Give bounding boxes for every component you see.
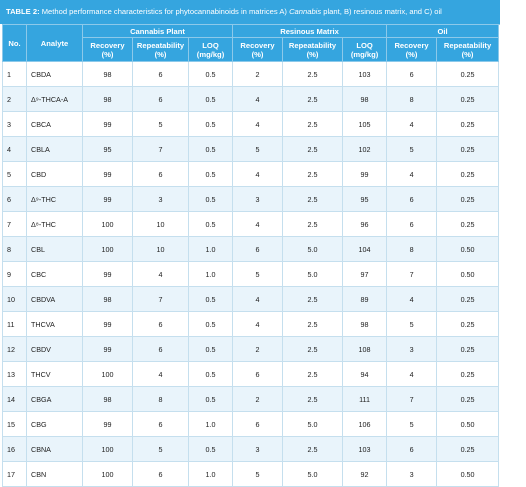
subheader-row: Recovery (%) Repeatability (%) LOQ (mg/kg) Recovery (%) Repeatability (%) LOQ (mg/kg) Recovery (%) Repeatability (%) LOQ (mg/kg) xyxy=(3,38,499,62)
cell-oil-loq: 0.25 xyxy=(437,312,499,337)
cell-plant-loq: 0.5 xyxy=(189,212,233,237)
cell-oil-repeatability: 4 xyxy=(387,162,437,187)
cell-oil-repeatability: 8 xyxy=(387,237,437,262)
cell-plant-loq: 0.5 xyxy=(189,337,233,362)
cell-plant-repeatability: 10 xyxy=(133,212,189,237)
cell-analyte: CBCA xyxy=(27,112,83,137)
cell-analyte: THCVA xyxy=(27,312,83,337)
cell-resin-repeatability: 4 xyxy=(233,162,283,187)
cell-plant-recovery: 100 xyxy=(83,462,133,487)
cell-plant-recovery: 99 xyxy=(83,412,133,437)
cell-oil-recovery: 89 xyxy=(343,287,387,312)
cell-resin-loq: 2.5 xyxy=(283,137,343,162)
cell-plant-loq: 1.0 xyxy=(189,462,233,487)
table-caption xyxy=(0,0,500,24)
cell-resin-loq: 2.5 xyxy=(283,387,343,412)
table-header xyxy=(3,25,526,62)
cell-plant-repeatability: 3 xyxy=(133,187,189,212)
subheader-recovery-unit: (%) xyxy=(405,49,418,59)
table-row xyxy=(3,137,499,162)
cell-plant-recovery: 98 xyxy=(83,387,133,412)
cell-oil-recovery: 102 xyxy=(343,137,387,162)
subheader-repeatability-unit: (%) xyxy=(306,49,319,59)
cell-no: 1 xyxy=(3,62,27,87)
cell-analyte: Δ⁹-THC xyxy=(27,187,83,212)
cell-resin-repeatability: 6 xyxy=(233,362,283,387)
subheader-repeatability-label: Repeatability xyxy=(136,40,185,50)
cell-plant-recovery: 99 xyxy=(83,262,133,287)
cell-resin-repeatability: 5 xyxy=(233,462,283,487)
caption-italic: Cannabis xyxy=(289,7,322,16)
cell-plant-repeatability: 4 xyxy=(133,362,189,387)
table-row xyxy=(3,337,499,362)
cell-resin-repeatability: 4 xyxy=(233,287,283,312)
cell-oil-recovery: 99 xyxy=(343,162,387,187)
cell-plant-repeatability: 8 xyxy=(133,387,189,412)
cell-resin-loq: 2.5 xyxy=(283,62,343,87)
subheader-repeatability-unit: (%) xyxy=(154,49,167,59)
cell-analyte: CBN xyxy=(27,462,83,487)
cell-plant-loq: 0.5 xyxy=(189,62,233,87)
cell-oil-loq: 0.25 xyxy=(437,212,499,237)
cell-oil-repeatability: 4 xyxy=(387,362,437,387)
cell-no: 10 xyxy=(3,287,27,312)
cell-oil-loq: 0.25 xyxy=(437,362,499,387)
subheader-repeatability xyxy=(283,38,343,62)
table-row xyxy=(3,437,499,462)
cell-oil-loq: 0.25 xyxy=(437,112,499,137)
cell-plant-repeatability: 6 xyxy=(133,462,189,487)
subheader-recovery xyxy=(233,38,283,62)
cell-plant-recovery: 99 xyxy=(83,337,133,362)
cell-plant-loq: 0.5 xyxy=(189,362,233,387)
cell-analyte: CBG xyxy=(27,412,83,437)
cell-plant-repeatability: 5 xyxy=(133,112,189,137)
cell-analyte: CBC xyxy=(27,262,83,287)
cell-plant-repeatability: 6 xyxy=(133,162,189,187)
cell-plant-recovery: 95 xyxy=(83,137,133,162)
cell-oil-recovery: 96 xyxy=(343,212,387,237)
cell-plant-repeatability: 6 xyxy=(133,412,189,437)
cell-plant-repeatability: 6 xyxy=(133,312,189,337)
cell-no: 15 xyxy=(3,412,27,437)
header-group-resinous-matrix: Resinous Matrix xyxy=(233,25,387,38)
cell-resin-repeatability: 2 xyxy=(233,337,283,362)
cell-oil-recovery: 94 xyxy=(343,362,387,387)
cell-plant-repeatability: 7 xyxy=(133,137,189,162)
cell-plant-recovery: 98 xyxy=(83,87,133,112)
caption-prefix: TABLE 2: xyxy=(6,7,40,16)
cell-resin-loq: 2.5 xyxy=(283,337,343,362)
header-group-oil: Oil xyxy=(387,25,499,38)
header-analyte: Analyte xyxy=(27,25,83,62)
cell-plant-repeatability: 4 xyxy=(133,262,189,287)
cell-resin-loq: 2.5 xyxy=(283,87,343,112)
cell-plant-loq: 0.5 xyxy=(189,287,233,312)
cell-analyte: CBLA xyxy=(27,137,83,162)
cell-resin-loq: 5.0 xyxy=(283,262,343,287)
cell-resin-repeatability: 2 xyxy=(233,387,283,412)
subheader-repeatability xyxy=(133,38,189,62)
cell-plant-recovery: 100 xyxy=(83,362,133,387)
subheader-loq xyxy=(189,38,233,62)
cell-oil-recovery: 108 xyxy=(343,337,387,362)
cell-oil-loq: 0.50 xyxy=(437,462,499,487)
cell-oil-loq: 0.25 xyxy=(437,162,499,187)
cell-no: 2 xyxy=(3,87,27,112)
cell-no: 9 xyxy=(3,262,27,287)
subheader-repeatability xyxy=(437,38,499,62)
cell-resin-loq: 2.5 xyxy=(283,287,343,312)
subheader-repeatability-label: Repeatability xyxy=(288,40,337,50)
cell-resin-loq: 2.5 xyxy=(283,112,343,137)
cell-oil-loq: 0.25 xyxy=(437,337,499,362)
cell-oil-recovery: 103 xyxy=(343,62,387,87)
cell-plant-loq: 0.5 xyxy=(189,137,233,162)
cell-no: 11 xyxy=(3,312,27,337)
cell-analyte: CBD xyxy=(27,162,83,187)
table-row xyxy=(3,262,499,287)
cell-no: 12 xyxy=(3,337,27,362)
cell-resin-repeatability: 4 xyxy=(233,112,283,137)
cell-plant-loq: 1.0 xyxy=(189,262,233,287)
cell-plant-recovery: 99 xyxy=(83,312,133,337)
header-no: No. xyxy=(3,25,27,62)
cell-no: 3 xyxy=(3,112,27,137)
cell-oil-loq: 0.25 xyxy=(437,62,499,87)
table-row xyxy=(3,462,499,487)
cell-plant-loq: 0.5 xyxy=(189,112,233,137)
cell-no: 8 xyxy=(3,237,27,262)
cell-plant-loq: 0.5 xyxy=(189,437,233,462)
cell-resin-loq: 2.5 xyxy=(283,212,343,237)
cell-resin-loq: 2.5 xyxy=(283,162,343,187)
cell-oil-repeatability: 4 xyxy=(387,287,437,312)
cell-no: 16 xyxy=(3,437,27,462)
cell-oil-repeatability: 7 xyxy=(387,387,437,412)
table-body xyxy=(3,62,499,487)
subheader-recovery-label: Recovery xyxy=(394,40,429,50)
cell-oil-repeatability: 3 xyxy=(387,462,437,487)
cell-oil-repeatability: 3 xyxy=(387,337,437,362)
header-group-cannabis-plant: Cannabis Plant xyxy=(83,25,233,38)
cell-resin-repeatability: 4 xyxy=(233,212,283,237)
table-row xyxy=(3,312,499,337)
cell-analyte: CBDV xyxy=(27,337,83,362)
cell-oil-recovery: 98 xyxy=(343,87,387,112)
cell-oil-loq: 0.50 xyxy=(437,412,499,437)
caption-text-a: Method performance characteristics for phytocannabinoids in matrices A) xyxy=(39,7,290,16)
cell-resin-repeatability: 6 xyxy=(233,412,283,437)
table-row xyxy=(3,62,499,87)
cell-oil-loq: 0.25 xyxy=(437,387,499,412)
cell-oil-recovery: 104 xyxy=(343,237,387,262)
performance-table xyxy=(2,24,526,487)
cell-oil-loq: 0.25 xyxy=(437,87,499,112)
subheader-recovery-label: Recovery xyxy=(90,40,125,50)
cell-resin-repeatability: 4 xyxy=(233,312,283,337)
cell-oil-recovery: 103 xyxy=(343,437,387,462)
cell-oil-repeatability: 5 xyxy=(387,137,437,162)
subheader-repeatability-unit: (%) xyxy=(461,49,474,59)
subheader-recovery-unit: (%) xyxy=(251,49,264,59)
table-row xyxy=(3,237,499,262)
cell-resin-repeatability: 3 xyxy=(233,437,283,462)
cell-analyte: THCV xyxy=(27,362,83,387)
cell-plant-recovery: 98 xyxy=(83,62,133,87)
cell-resin-loq: 5.0 xyxy=(283,462,343,487)
cell-plant-loq: 1.0 xyxy=(189,237,233,262)
cell-oil-loq: 0.25 xyxy=(437,287,499,312)
cell-no: 6 xyxy=(3,187,27,212)
cell-analyte: Δ⁹-THCA-A xyxy=(27,87,83,112)
subheader-loq-label: LOQ xyxy=(356,40,373,50)
cell-oil-repeatability: 5 xyxy=(387,412,437,437)
cell-resin-loq: 5.0 xyxy=(283,412,343,437)
cell-no: 14 xyxy=(3,387,27,412)
cell-resin-loq: 2.5 xyxy=(283,437,343,462)
cell-plant-loq: 0.5 xyxy=(189,312,233,337)
cell-oil-recovery: 98 xyxy=(343,312,387,337)
table-row xyxy=(3,287,499,312)
cell-oil-repeatability: 6 xyxy=(387,187,437,212)
cell-resin-loq: 5.0 xyxy=(283,237,343,262)
cell-plant-recovery: 100 xyxy=(83,437,133,462)
subheader-recovery xyxy=(387,38,437,62)
cell-oil-repeatability: 4 xyxy=(387,112,437,137)
cell-no: 7 xyxy=(3,212,27,237)
cell-oil-repeatability: 6 xyxy=(387,437,437,462)
cell-plant-loq: 0.5 xyxy=(189,87,233,112)
cell-plant-recovery: 99 xyxy=(83,112,133,137)
cell-analyte: CBNA xyxy=(27,437,83,462)
subheader-loq xyxy=(343,38,387,62)
cell-oil-recovery: 111 xyxy=(343,387,387,412)
table-row xyxy=(3,162,499,187)
cell-oil-repeatability: 6 xyxy=(387,212,437,237)
cell-oil-repeatability: 5 xyxy=(387,312,437,337)
cell-no: 13 xyxy=(3,362,27,387)
cell-plant-loq: 0.5 xyxy=(189,187,233,212)
caption-text-b: plant, B) resinous matrix, and C) oil xyxy=(321,7,442,16)
table-row xyxy=(3,212,499,237)
table-row xyxy=(3,362,499,387)
cell-plant-repeatability: 5 xyxy=(133,437,189,462)
cell-analyte: CBDVA xyxy=(27,287,83,312)
cell-oil-recovery: 106 xyxy=(343,412,387,437)
table-row xyxy=(3,187,499,212)
cell-plant-recovery: 100 xyxy=(83,212,133,237)
cell-no: 5 xyxy=(3,162,27,187)
cell-analyte: CBDA xyxy=(27,62,83,87)
cell-oil-loq: 0.50 xyxy=(437,262,499,287)
subheader-repeatability-label: Repeatability xyxy=(443,40,492,50)
cell-plant-recovery: 100 xyxy=(83,237,133,262)
cell-oil-recovery: 97 xyxy=(343,262,387,287)
cell-oil-recovery: 92 xyxy=(343,462,387,487)
cell-plant-recovery: 98 xyxy=(83,287,133,312)
cell-plant-loq: 1.0 xyxy=(189,412,233,437)
cell-resin-repeatability: 4 xyxy=(233,87,283,112)
cell-oil-recovery: 105 xyxy=(343,112,387,137)
table-row xyxy=(3,87,499,112)
cell-oil-loq: 0.25 xyxy=(437,437,499,462)
cell-resin-repeatability: 5 xyxy=(233,137,283,162)
table-row xyxy=(3,112,499,137)
cell-resin-repeatability: 2 xyxy=(233,62,283,87)
cell-oil-repeatability: 7 xyxy=(387,262,437,287)
cell-oil-loq: 0.25 xyxy=(437,137,499,162)
cell-resin-loq: 2.5 xyxy=(283,187,343,212)
cell-analyte: CBL xyxy=(27,237,83,262)
subheader-recovery xyxy=(83,38,133,62)
cell-oil-loq: 0.25 xyxy=(437,187,499,212)
cell-plant-loq: 0.5 xyxy=(189,387,233,412)
cell-plant-repeatability: 7 xyxy=(133,287,189,312)
cell-analyte: CBGA xyxy=(27,387,83,412)
cell-no: 17 xyxy=(3,462,27,487)
cell-plant-loq: 0.5 xyxy=(189,162,233,187)
table-row xyxy=(3,412,499,437)
table-row xyxy=(3,387,499,412)
subheader-loq-unit: (mg/kg) xyxy=(350,49,379,59)
cell-plant-repeatability: 6 xyxy=(133,337,189,362)
cell-oil-recovery: 95 xyxy=(343,187,387,212)
cell-oil-loq: 0.50 xyxy=(437,237,499,262)
cell-resin-repeatability: 6 xyxy=(233,237,283,262)
cell-plant-repeatability: 6 xyxy=(133,87,189,112)
cell-oil-repeatability: 8 xyxy=(387,87,437,112)
cell-no: 4 xyxy=(3,137,27,162)
cell-plant-repeatability: 6 xyxy=(133,62,189,87)
subheader-recovery-label: Recovery xyxy=(240,40,275,50)
cell-plant-recovery: 99 xyxy=(83,187,133,212)
cell-resin-loq: 2.5 xyxy=(283,312,343,337)
subheader-loq-unit: (mg/kg) xyxy=(196,49,225,59)
cell-oil-repeatability: 6 xyxy=(387,62,437,87)
cell-resin-loq: 2.5 xyxy=(283,362,343,387)
subheader-recovery-unit: (%) xyxy=(101,49,114,59)
cell-resin-repeatability: 5 xyxy=(233,262,283,287)
cell-analyte: Δ⁸-THC xyxy=(27,212,83,237)
cell-plant-recovery: 99 xyxy=(83,162,133,187)
subheader-loq-label: LOQ xyxy=(202,40,219,50)
cell-resin-repeatability: 3 xyxy=(233,187,283,212)
cell-plant-repeatability: 10 xyxy=(133,237,189,262)
